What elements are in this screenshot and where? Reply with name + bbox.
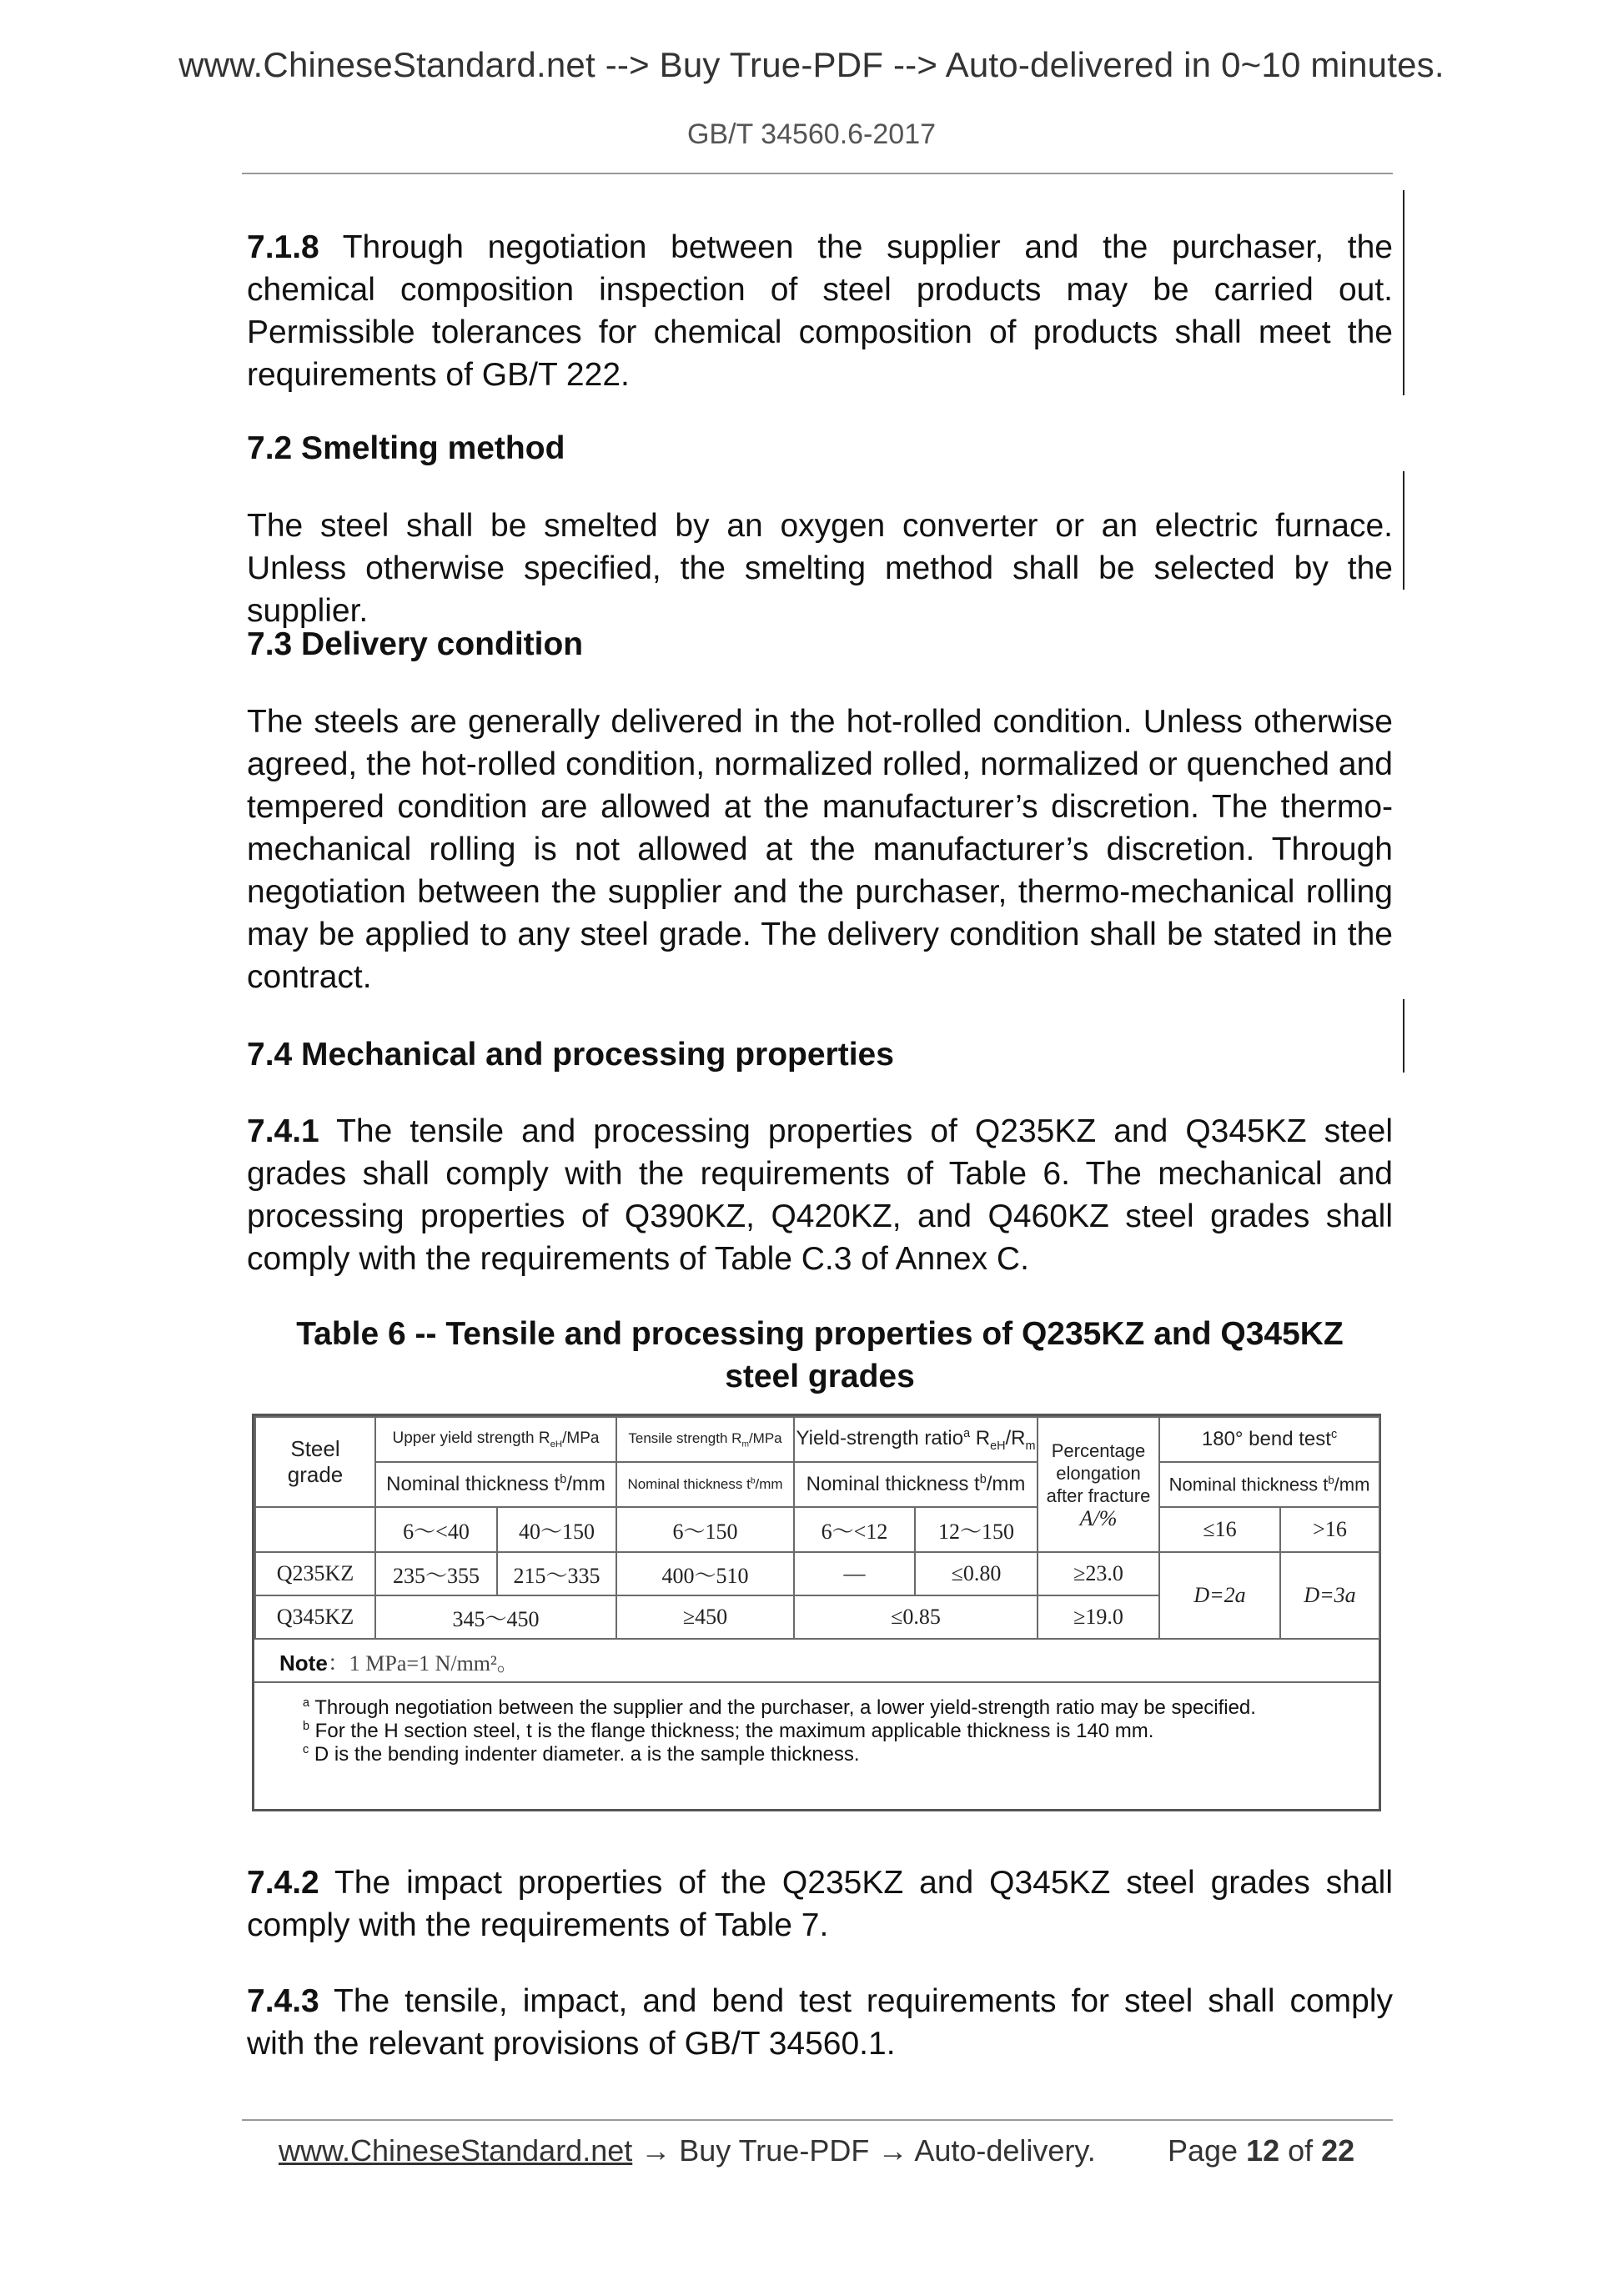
page-current: 12 [1246, 2133, 1280, 2168]
clause-7-3-text: The steels are generally delivered in the hot-rolled condition. Unless otherwise agreed, the hot-rolled condition, normalized rolled, normalized or quenched and tempered condition are allowed at the manufacturer’s discretion. The thermo-mechanical rolling is not allowed at the manufacturer’s discretion. Through negotiation between the supplier and the purchaser, thermo-mechanical rolling may be applied to any steel grade. The delivery condition shall be stated in the contract. [247, 704, 1393, 995]
footnote-c: $^c$ D is the bending indenter diameter. a is the sample thickness. [303, 1743, 860, 1766]
change-bar [1403, 190, 1404, 395]
bend-value-cell: D=2a [1159, 1552, 1280, 1639]
range-cell: >16 [1280, 1507, 1379, 1552]
range-cell: 6～<40 [375, 1507, 497, 1552]
clause-text: Through negotiation between the supplier and the purchaser, the chemical composition inspection of steel products may be carried out. Permissible tolerances for chemical composition of products shall meet the requirements of GB/T 222. [247, 229, 1393, 393]
subheader-nominal-thickness: Nominal thickness $t^b/mm$ [1159, 1462, 1379, 1507]
clause-7-2-text: The steel shall be smelted by an oxygen converter or an electric furnace. Unless otherwise specified, the smelting method shall be selected by the supplier. [247, 508, 1393, 629]
value-cell: — [794, 1552, 915, 1595]
note [279, 1646, 519, 1677]
note-text: ：1 MPa=1 N/mm²。 [327, 1651, 519, 1676]
note-label: Note [279, 1650, 328, 1676]
top-banner: www.ChineseStandard.net --> Buy True-PDF --> Auto-delivered in 0~10 minutes. [178, 45, 1445, 84]
grade-cell: Q345KZ [255, 1595, 375, 1639]
table-6 [252, 1414, 1381, 1811]
subheader-nominal-thickness: Nominal thickness $t^b/mm$ [616, 1462, 794, 1507]
col-header-elongation: Percentage elongation after fracture A/% [1038, 1417, 1159, 1552]
subheader-nominal-thickness: Nominal thickness $t^b/mm$ [794, 1462, 1038, 1507]
header-rule [242, 173, 1393, 174]
footer-rest: → Buy True-PDF → Auto-delivery. [632, 2133, 1096, 2168]
value-cell: ≥23.0 [1038, 1552, 1159, 1595]
heading-7-3: 7.3 Delivery condition [247, 626, 584, 662]
clause-number: 7.1.8 [247, 229, 319, 265]
clause-number: 7.4.3 [247, 1983, 319, 2019]
col-header-steel-grade: Steel grade [255, 1417, 375, 1507]
value-cell: 345～450 [375, 1595, 616, 1639]
col-header-upper-yield: Upper yield strength $R_{eH}$/MPa [375, 1417, 616, 1462]
change-bar [1403, 471, 1404, 590]
change-bar [1403, 999, 1404, 1073]
range-cell: 6～150 [616, 1507, 794, 1552]
caption-line-2: steel grades [725, 1359, 915, 1394]
table-6-caption [247, 1313, 1393, 1398]
range-cell: ≤16 [1159, 1507, 1280, 1552]
clause-7-4-3 [247, 1980, 1393, 2065]
footer-link[interactable]: www.ChineseStandard.net [279, 2133, 633, 2168]
range-cell: 6～<12 [794, 1507, 915, 1552]
clause-text: The tensile, impact, and bend test requirements for steel shall comply with the relevant provisions of GB/T 34560.1. [247, 1983, 1393, 2062]
value-cell: ≥450 [616, 1595, 794, 1639]
clause-text: The tensile and processing properties of Q235KZ and Q345KZ steel grades shall comply with the requirements of Table 6. The mechanical and processing properties of Q390KZ, Q420KZ, and Q460KZ steel grades shall comply with the requirements of Table C.3 of Annex C. [247, 1113, 1393, 1277]
clause-7-1-8 [247, 226, 1393, 396]
range-cell-blank [255, 1507, 375, 1552]
value-cell: ≤0.85 [794, 1595, 1038, 1639]
standard-number: GB/T 34560.6-2017 [686, 118, 937, 150]
range-cell: 12～150 [915, 1507, 1038, 1552]
clause-7-4-1 [247, 1110, 1393, 1280]
table-6-grid [254, 1416, 1380, 1640]
subheader-nominal-thickness: Nominal thickness $t^b/mm$ [375, 1462, 616, 1507]
grade-cell: Q235KZ [255, 1552, 375, 1595]
note-divider [254, 1681, 1379, 1683]
col-header-bend-test: 180° bend test$^c$ [1159, 1417, 1379, 1462]
page-total: 22 [1321, 2133, 1355, 2168]
heading-7-2: 7.2 Smelting method [247, 430, 565, 466]
footer-rule [242, 2119, 1393, 2121]
col-header-tensile: Tensile strength $R_m$/MPa [616, 1417, 794, 1462]
value-cell: 235～355 [375, 1552, 497, 1595]
value-cell: 215～335 [497, 1552, 616, 1595]
range-cell: 40～150 [497, 1507, 616, 1552]
footer-text [279, 2133, 1096, 2168]
caption-line-1: Table 6 -- Tensile and processing properties of Q235KZ and Q345KZ [296, 1316, 1344, 1352]
value-cell: ≤0.80 [915, 1552, 1038, 1595]
clause-number: 7.4.1 [247, 1113, 319, 1149]
footnote-b: $^b$ For the H section steel, t is the flange thickness; the maximum applicable thickness is 140 mm. [303, 1720, 1154, 1742]
clause-number: 7.4.2 [247, 1865, 319, 1901]
value-cell: ≥19.0 [1038, 1595, 1159, 1639]
heading-7-4: 7.4 Mechanical and processing properties [247, 1037, 894, 1073]
page-number: Page 12 of 22 [1168, 2133, 1355, 2168]
col-header-yield-ratio: Yield-strength ratio$^a$ $R_{eH}/R_m$ [794, 1417, 1038, 1462]
table-row [255, 1552, 1379, 1595]
clause-text: The impact properties of the Q235KZ and Q345KZ steel grades shall comply with the requirements of Table 7. [247, 1865, 1393, 1943]
footnote-a: $^a$ Through negotiation between the supplier and the purchaser, a lower yield-strength ratio may be specified. [303, 1696, 1256, 1719]
clause-7-4-2 [247, 1861, 1393, 1947]
value-cell: 400～510 [616, 1552, 794, 1595]
bend-value-cell: D=3a [1280, 1552, 1379, 1639]
